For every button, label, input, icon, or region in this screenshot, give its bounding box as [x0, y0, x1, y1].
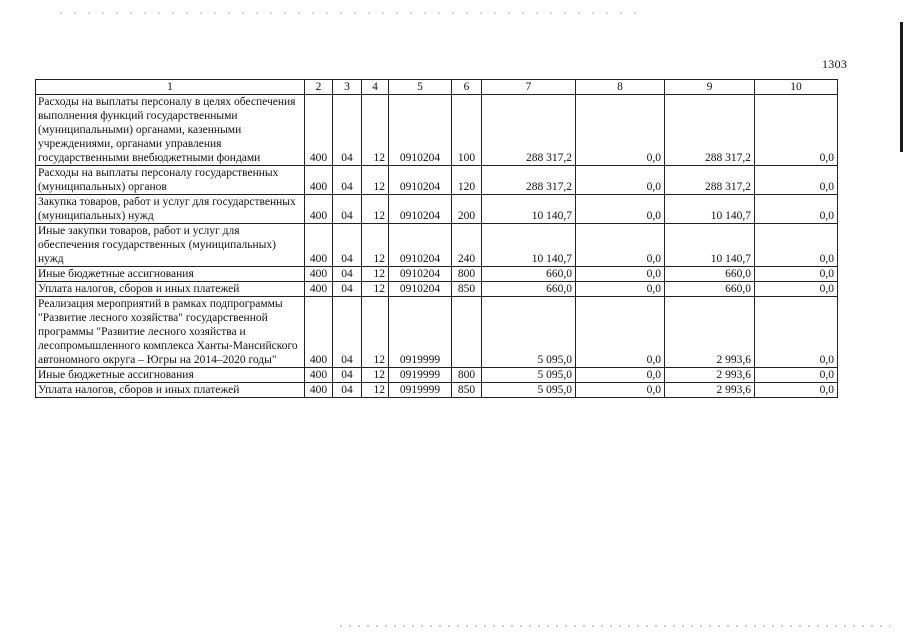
header-cell-1: 1 — [36, 80, 305, 95]
row-ministry: 400 — [305, 166, 333, 195]
row-amount-col10: 0,0 — [755, 383, 838, 398]
row-expense-type: 800 — [452, 267, 482, 282]
row-amount-col10: 0,0 — [755, 224, 838, 267]
row-ministry: 400 — [305, 195, 333, 224]
budget-table — [35, 79, 838, 398]
row-amount-total: 10 140,7 — [482, 195, 576, 224]
row-name: Уплата налогов, сборов и иных платежей — [36, 383, 305, 398]
row-subsection: 12 — [362, 224, 389, 267]
row-name: Иные бюджетные ассигнования — [36, 267, 305, 282]
row-section: 04 — [333, 297, 362, 368]
row-expense-type: 120 — [452, 166, 482, 195]
row-amount-col8: 0,0 — [576, 267, 665, 282]
row-expense-type: 850 — [452, 282, 482, 297]
header-cell-8: 8 — [576, 80, 665, 95]
row-target-article: 0919999 — [389, 383, 452, 398]
row-target-article: 0910204 — [389, 195, 452, 224]
row-target-article: 0919999 — [389, 297, 452, 368]
table-row — [36, 195, 838, 224]
row-target-article: 0910204 — [389, 95, 452, 166]
row-target-article: 0919999 — [389, 368, 452, 383]
row-target-article: 0910204 — [389, 267, 452, 282]
row-amount-col8: 0,0 — [576, 297, 665, 368]
row-subsection: 12 — [362, 267, 389, 282]
row-amount-col10: 0,0 — [755, 297, 838, 368]
row-subsection: 12 — [362, 95, 389, 166]
header-cell-9: 9 — [665, 80, 755, 95]
scan-edge-mark — [900, 22, 903, 152]
row-amount-col9: 660,0 — [665, 282, 755, 297]
header-cell-3: 3 — [333, 80, 362, 95]
row-expense-type: 850 — [452, 383, 482, 398]
row-amount-col9: 2 993,6 — [665, 368, 755, 383]
row-amount-total: 5 095,0 — [482, 368, 576, 383]
row-expense-type: 800 — [452, 368, 482, 383]
row-expense-type: 240 — [452, 224, 482, 267]
row-name: Закупка товаров, работ и услуг для государственных (муниципальных) нужд — [36, 195, 305, 224]
table-row — [36, 166, 838, 195]
table-row — [36, 224, 838, 267]
row-amount-col9: 2 993,6 — [665, 297, 755, 368]
row-amount-col8: 0,0 — [576, 166, 665, 195]
row-amount-col9: 288 317,2 — [665, 95, 755, 166]
row-target-article: 0910204 — [389, 282, 452, 297]
scan-noise-top — [60, 12, 640, 14]
row-expense-type: 200 — [452, 195, 482, 224]
row-amount-col10: 0,0 — [755, 368, 838, 383]
row-amount-col10: 0,0 — [755, 282, 838, 297]
row-amount-col9: 660,0 — [665, 267, 755, 282]
row-ministry: 400 — [305, 297, 333, 368]
row-amount-col8: 0,0 — [576, 195, 665, 224]
row-name: Расходы на выплаты персоналу государственных (муниципальных) органов — [36, 166, 305, 195]
header-cell-10: 10 — [755, 80, 838, 95]
row-amount-col8: 0,0 — [576, 95, 665, 166]
row-amount-col10: 0,0 — [755, 195, 838, 224]
row-amount-col10: 0,0 — [755, 267, 838, 282]
row-name: Иные закупки товаров, работ и услуг для обеспечения государственных (муниципальных) нужд — [36, 224, 305, 267]
row-section: 04 — [333, 224, 362, 267]
row-section: 04 — [333, 383, 362, 398]
row-amount-col8: 0,0 — [576, 368, 665, 383]
table-row — [36, 267, 838, 282]
row-section: 04 — [333, 282, 362, 297]
row-target-article: 0910204 — [389, 224, 452, 267]
row-expense-type: 100 — [452, 95, 482, 166]
header-cell-5: 5 — [389, 80, 452, 95]
row-amount-col10: 0,0 — [755, 166, 838, 195]
row-amount-col9: 10 140,7 — [665, 195, 755, 224]
row-ministry: 400 — [305, 383, 333, 398]
row-section: 04 — [333, 368, 362, 383]
row-amount-total: 660,0 — [482, 282, 576, 297]
row-ministry: 400 — [305, 282, 333, 297]
row-ministry: 400 — [305, 95, 333, 166]
header-cell-4: 4 — [362, 80, 389, 95]
row-subsection: 12 — [362, 383, 389, 398]
row-amount-total: 288 317,2 — [482, 95, 576, 166]
row-amount-col9: 10 140,7 — [665, 224, 755, 267]
row-amount-col9: 2 993,6 — [665, 383, 755, 398]
row-section: 04 — [333, 95, 362, 166]
row-subsection: 12 — [362, 195, 389, 224]
row-amount-total: 288 317,2 — [482, 166, 576, 195]
row-amount-total: 5 095,0 — [482, 297, 576, 368]
header-row — [36, 80, 838, 95]
row-name: Расходы на выплаты персоналу в целях обеспечения выполнения функций государственными (муниципальными) органами, казенными учреждениями, органами управления государственными внебюджетными фондами — [36, 95, 305, 166]
table-row — [36, 297, 838, 368]
row-ministry: 400 — [305, 368, 333, 383]
row-name: Иные бюджетные ассигнования — [36, 368, 305, 383]
row-amount-col8: 0,0 — [576, 383, 665, 398]
page-number: 1303 — [822, 57, 848, 71]
row-subsection: 12 — [362, 297, 389, 368]
row-target-article: 0910204 — [389, 166, 452, 195]
row-section: 04 — [333, 267, 362, 282]
row-amount-col9: 288 317,2 — [665, 166, 755, 195]
row-name: Реализация мероприятий в рамках подпрограммы "Развитие лесного хозяйства" государственной программы "Развитие лесного хозяйства и лесопромышленного комплекса Ханты-Мансийского автономного округа – Югры на 2014–2020 годы" — [36, 297, 305, 368]
row-section: 04 — [333, 195, 362, 224]
table-row — [36, 282, 838, 297]
row-subsection: 12 — [362, 368, 389, 383]
row-subsection: 12 — [362, 282, 389, 297]
row-amount-col8: 0,0 — [576, 224, 665, 267]
row-ministry: 400 — [305, 224, 333, 267]
table-row — [36, 95, 838, 166]
row-expense-type — [452, 297, 482, 368]
row-amount-total: 10 140,7 — [482, 224, 576, 267]
row-amount-col8: 0,0 — [576, 282, 665, 297]
row-name: Уплата налогов, сборов и иных платежей — [36, 282, 305, 297]
scan-noise-bottom — [340, 625, 890, 627]
row-amount-col10: 0,0 — [755, 95, 838, 166]
header-cell-2: 2 — [305, 80, 333, 95]
row-section: 04 — [333, 166, 362, 195]
table-row — [36, 368, 838, 383]
row-subsection: 12 — [362, 166, 389, 195]
table-row — [36, 383, 838, 398]
row-amount-total: 5 095,0 — [482, 383, 576, 398]
header-cell-7: 7 — [482, 80, 576, 95]
row-ministry: 400 — [305, 267, 333, 282]
row-amount-total: 660,0 — [482, 267, 576, 282]
header-cell-6: 6 — [452, 80, 482, 95]
